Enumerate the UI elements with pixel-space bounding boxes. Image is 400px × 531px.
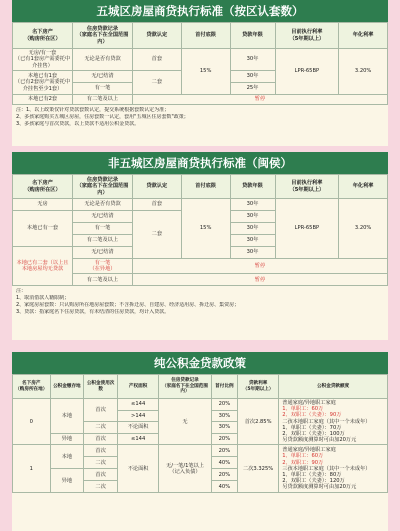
cell: 无 [159, 399, 212, 445]
cell: 不论面积 [118, 445, 159, 493]
cell: ≤144 [118, 433, 159, 445]
cell: 20% [211, 445, 237, 457]
cell: 0 [13, 399, 51, 445]
quota-line: 1、单职工（夫妻）：70万 [282, 424, 342, 431]
col-header: 年化利率 [339, 175, 388, 199]
cell: 首次 [84, 469, 118, 481]
stop-cell: 暂停 [133, 95, 388, 105]
note-line: 3、贷款：指家庭名下住房贷款，有未结清的住房贷款，均计入贷款。 [16, 308, 170, 315]
col-header: 首付底限 [181, 175, 230, 199]
cell: 二次 [84, 457, 118, 469]
col-header: 住房贷款记录 （家庭名下在全国范围内） [159, 375, 212, 399]
col-header: 住房贷款记录 （家庭名下在全国范围内） [73, 23, 133, 49]
col-header: 公积金使用次数 [84, 375, 118, 399]
cell: 有二笔及以上 [73, 274, 133, 286]
col-header: 首付底限 [181, 23, 230, 49]
notes [12, 105, 388, 129]
quota-line: 2、双职工（夫妻）：90万 [282, 412, 342, 419]
quota-line: 2、双职工：90万 [282, 459, 324, 466]
cell: 二套 [133, 71, 182, 95]
col-header: 产权面积 [118, 375, 159, 399]
col-header: 公积金缴存地 [50, 375, 84, 399]
cell: 二次 [84, 422, 118, 434]
col-header: 目前执行利率 （5年期以上） [275, 175, 339, 199]
quota-line: 普通家庭/异地职工家庭 [282, 400, 336, 406]
cell: 30% [211, 410, 237, 422]
loan-table-five-districts [12, 22, 388, 105]
col-header: 公积金贷款额度 [279, 375, 388, 399]
cell: 30年 [230, 199, 275, 211]
cell: 15% [181, 199, 230, 259]
cell: 本地已有一套 [13, 211, 73, 247]
section-non-five-districts [12, 152, 388, 340]
col-header: 名下房产 （购房所在区） [13, 23, 73, 49]
stop-cell: 暂停 [133, 259, 388, 274]
cell: 不论面积 [118, 422, 159, 434]
col-header: 贷款利率 （5年期以上） [238, 375, 279, 399]
note-line: 1、取消借款人籍限制； [16, 295, 70, 302]
quota-line: 另贷款额度测算时可由加20万元 [282, 437, 357, 444]
cell: 有一笔 [73, 223, 133, 235]
cell: 有一笔 [73, 83, 133, 95]
cell: 无/一笔/1笔以上 （记入负债） [159, 445, 212, 493]
cell: 无论是否有贷款 [73, 49, 133, 71]
provident-fund-table [12, 374, 388, 493]
cell: 首套 [133, 199, 182, 211]
section-title: 五城区房屋商贷执行标准（按区认套数） [12, 0, 388, 22]
cell: 异地 [50, 469, 84, 493]
cell: 1 [13, 445, 51, 493]
section-title: 非五城区房屋商贷执行标准（闽侯） [12, 152, 388, 174]
cell: 本地已有1套 （已有2套房产需委托中介挂售至少1套） [13, 71, 73, 95]
cell: 首次 [84, 445, 118, 457]
section-title: 纯公积金贷款政策 [12, 352, 388, 374]
col-header: 贷款年限 [230, 175, 275, 199]
cell: 20% [211, 433, 237, 445]
cell: 30年 [230, 223, 275, 235]
cell: 有一笔 （在异地） [73, 259, 133, 274]
stop-cell: 暂停 [133, 274, 388, 286]
notes [12, 286, 388, 317]
cell: 首套 [133, 49, 182, 71]
cell: 无/已结清 [73, 71, 133, 83]
quota-line: 普通家庭/异地职工家庭 [282, 447, 336, 454]
col-header: 名下房产 （购房所在区） [13, 175, 73, 199]
quota-line: 二孩本地职工家庭（其中一个未成年） [282, 418, 371, 425]
cell: 异地 [50, 433, 84, 445]
section-five-districts [12, 0, 388, 146]
quota-line: 另贷款额度测算时可由加20万元 [282, 484, 357, 491]
cell: 40% [211, 457, 237, 469]
quota-cell [279, 445, 388, 493]
cell: 二次3.325% [238, 445, 279, 493]
note-line: 2、多孩家庭购买五城区房屋，住房套数一认定，套用"五城区住房套数"政策； [16, 113, 189, 120]
col-header: 贷款年限 [230, 23, 275, 49]
cell: 无论是否有贷款 [73, 199, 133, 211]
cell: 无房 [13, 199, 73, 211]
cell: 30年 [230, 235, 275, 247]
cell: ≤144 [118, 399, 159, 411]
cell: 20% [211, 399, 237, 411]
note-line: 注：1、以上政策仅针对贷款套数认定，提交系统根据套数认定为准； [16, 107, 170, 113]
col-header: 贷款认定 [133, 175, 182, 199]
cell: 30年 [230, 49, 275, 71]
cell: 有二笔及以上 [73, 95, 133, 105]
col-header: 住房贷款记录 （家庭名下在全国范围内） [73, 175, 133, 199]
cell: 本地 [50, 445, 84, 469]
cell: 30% [211, 422, 237, 434]
cell: 本地已有二套（以上且本地房屋均无贷款 [13, 247, 73, 286]
quota-cell [279, 399, 388, 445]
quota-line: 2、双职工（夫妻）：100万 [282, 431, 345, 438]
cell: 无/已结清 [73, 247, 133, 259]
col-header: 目前执行利率 （5年期以上） [275, 23, 339, 49]
cell: 首次 [84, 433, 118, 445]
cell: 首次 [84, 399, 118, 422]
quota-line: 1、单职工（夫妻）：80万 [282, 472, 342, 479]
col-header: 贷款认定 [133, 23, 182, 49]
col-header: 年化利率 [339, 23, 388, 49]
cell: 本地已有2套 [13, 95, 73, 105]
note-line: 注： [16, 288, 27, 295]
quota-line: 1、单职工：60万 [282, 406, 324, 413]
cell: 二次 [84, 481, 118, 493]
note-line: 2、家庭房屋套数：只认购房所在地房屋套数；不含拆迁房、自建房、经济适用房、拆迁房、集资房； [16, 302, 240, 308]
cell: 30年 [230, 71, 275, 83]
cell: 15% [181, 49, 230, 95]
cell: 3.20% [339, 199, 388, 259]
cell: 20% [211, 469, 237, 481]
cell: 有二笔及以上 [73, 235, 133, 247]
section-provident-fund [12, 352, 388, 531]
quota-line: 2、双职工（夫妻）：120万 [282, 478, 345, 485]
cell: 25年 [230, 83, 275, 95]
cell: 40% [211, 481, 237, 493]
cell: 3.20% [339, 49, 388, 95]
cell: 本地 [50, 399, 84, 434]
cell: >144 [118, 410, 159, 422]
col-header: 名下房产 （购房所在地） [13, 375, 51, 399]
quota-line: 1、单职工：60万 [282, 453, 324, 460]
col-header: 首付比例 [211, 375, 237, 399]
cell: 无房/有一套 （已有1套房产需委托中介挂售） [13, 49, 73, 71]
note-line: 3、多孩家庭与首次贷款，以上贷款不适用公积金贷款。 [16, 120, 140, 127]
cell: 首次2.85% [238, 399, 279, 445]
loan-table-minhou [12, 174, 388, 286]
cell: LPR-65BP [275, 199, 339, 259]
quota-line: 三孩本地职工家庭（其中一个未成年） [282, 465, 371, 472]
cell: 二套 [133, 211, 182, 259]
cell: LPR-65BP [275, 49, 339, 95]
cell: 30年 [230, 247, 275, 259]
cell: 无/已结清 [73, 211, 133, 223]
cell: 30年 [230, 211, 275, 223]
